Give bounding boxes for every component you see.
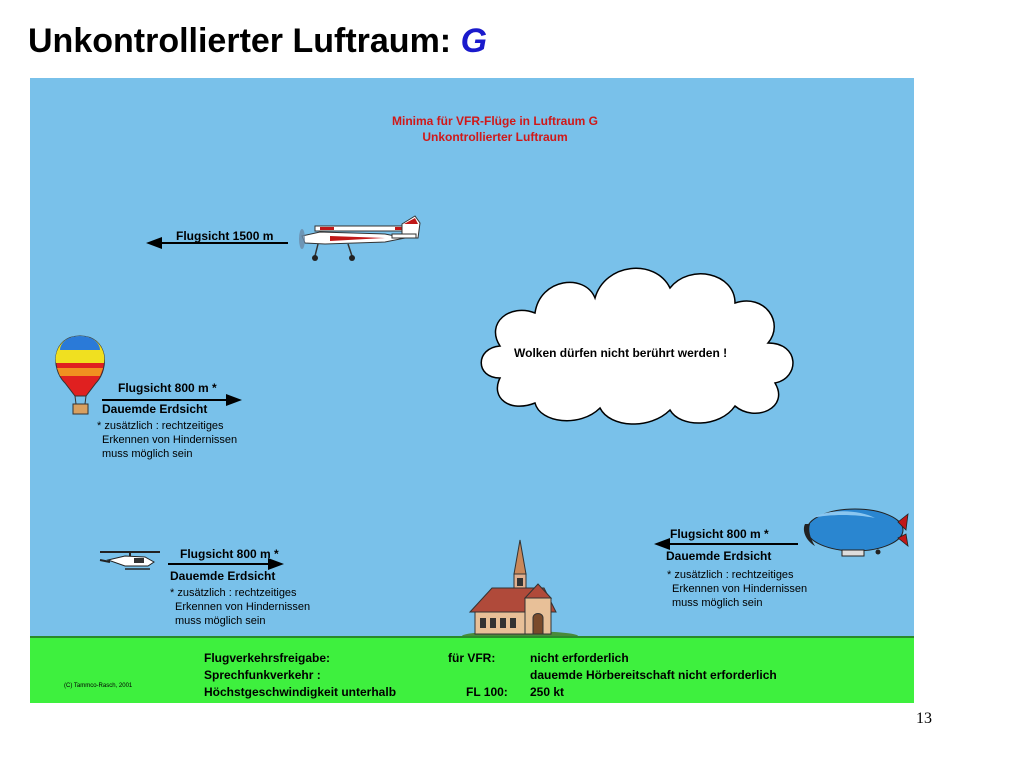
- diagram-title-line2: Unkontrollierter Luftraum: [422, 130, 568, 144]
- footer-row3-label: Höchstgeschwindigkeit unterhalb: [204, 685, 397, 699]
- copyright-note: (C) Tammco-Rasch, 2001: [64, 683, 133, 689]
- helicopter-note-line2: Erkennen von Hindernissen: [175, 601, 311, 613]
- helicopter-icon: [100, 552, 160, 569]
- helicopter-note-line3: muss möglich sein: [175, 615, 266, 627]
- airship-icon: [804, 509, 908, 556]
- footer-row3-value: 250 kt: [530, 685, 565, 699]
- footer-row3-mid: FL 100:: [466, 685, 508, 699]
- airship-note-line2: Erkennen von Hindernissen: [672, 583, 808, 595]
- airship-note-line3: muss möglich sein: [672, 597, 763, 609]
- helicopter-ground-sight-label: Dauemde Erdsicht: [170, 569, 276, 583]
- helicopter-note: [170, 586, 310, 628]
- balloon-note-line3: muss möglich sein: [102, 448, 193, 460]
- cloud-text: Wolken dürfen nicht berührt werden !: [514, 346, 728, 360]
- balloon-note-line2: Erkennen von Hindernissen: [102, 434, 238, 446]
- footer-row2-value: dauemde Hörbereitschaft nicht erforderlich: [530, 668, 777, 682]
- diagram-panel: [30, 78, 914, 703]
- slide-title: [28, 22, 487, 61]
- airplane-visibility-label: Flugsicht 1500 m: [176, 229, 274, 243]
- slide-title-text: Unkontrollierter Luftraum:: [28, 22, 452, 60]
- airship-note-line1: * zusätzlich : rechtzeitiges: [667, 569, 794, 581]
- diagram-title: [330, 113, 660, 145]
- balloon-visibility-label: Flugsicht 800 m *: [118, 381, 217, 395]
- footer-row1-mid: für VFR:: [448, 651, 496, 665]
- helicopter-note-line1: * zusätzlich : rechtzeitiges: [170, 587, 297, 599]
- airplane-icon: [299, 216, 420, 261]
- church-icon: [462, 540, 578, 641]
- balloon-note: [97, 419, 237, 461]
- page-number: 13: [916, 710, 932, 727]
- footer-row2-label: Sprechfunkverkehr :: [204, 668, 321, 682]
- helicopter-visibility-label: Flugsicht 800 m *: [180, 547, 279, 561]
- slide-title-accent: G: [460, 22, 488, 60]
- diagram-title-line1: Minima für VFR-Flüge in Luftraum G: [392, 114, 598, 128]
- airship-note: [667, 568, 807, 610]
- footer-row1-label: Flugverkehrsfreigabe:: [204, 651, 331, 665]
- hot-air-balloon-icon: [56, 336, 105, 414]
- footer-row1-value: nicht erforderlich: [530, 651, 629, 665]
- airship-ground-sight-label: Dauemde Erdsicht: [666, 549, 772, 563]
- balloon-note-line1: * zusätzlich : rechtzeitiges: [97, 420, 224, 432]
- airship-visibility-label: Flugsicht 800 m *: [670, 527, 769, 541]
- balloon-ground-sight-label: Dauemde Erdsicht: [102, 402, 208, 416]
